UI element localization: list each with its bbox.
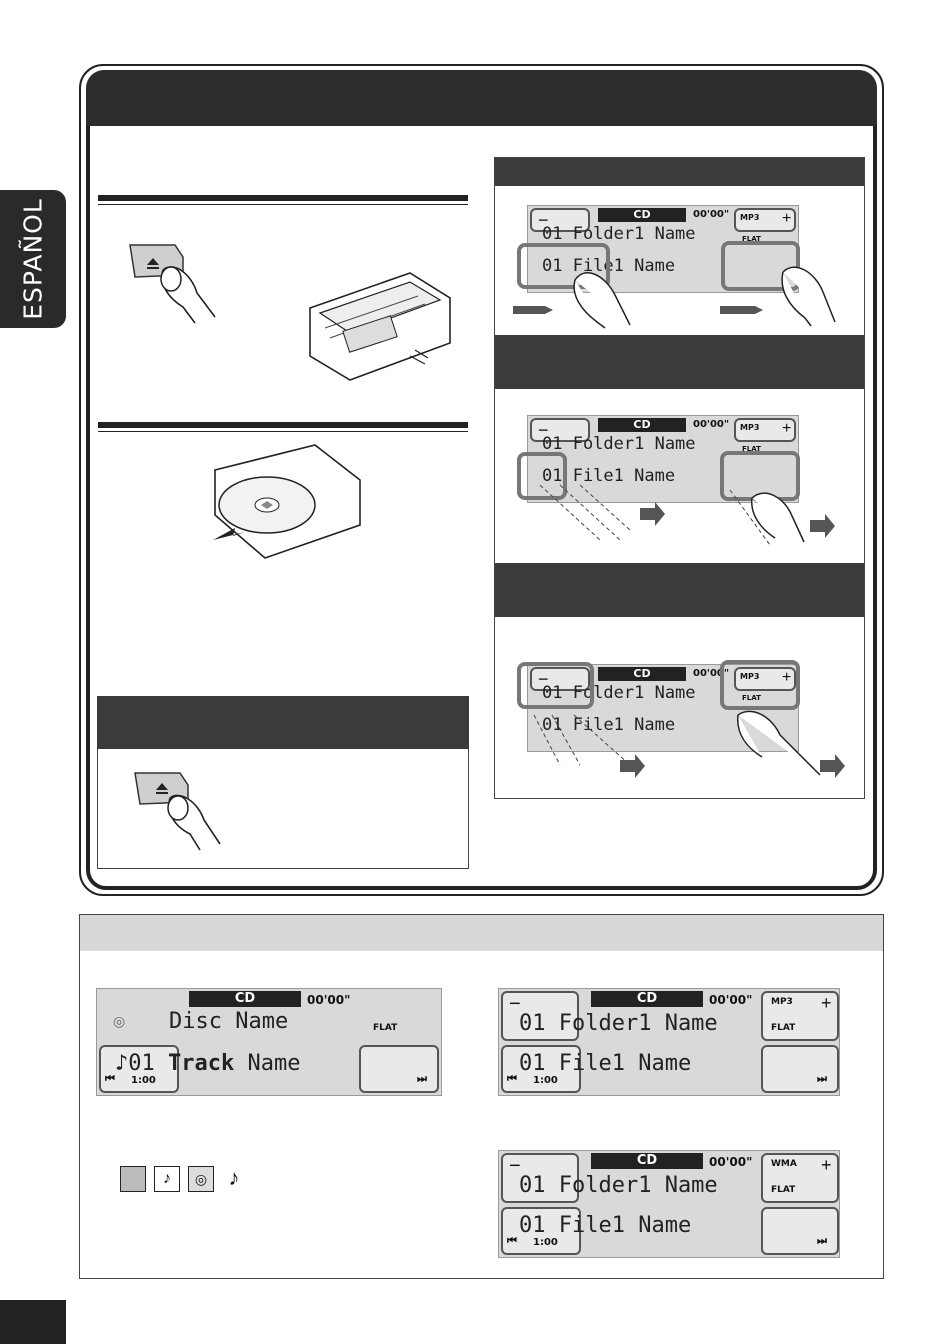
touch-gesture-b bbox=[520, 470, 850, 550]
wma-folder-line: 01 Folder1 Name bbox=[519, 1173, 718, 1198]
disc-icon-2: ◎ bbox=[188, 1166, 214, 1192]
plus-button-b[interactable]: MP3 + bbox=[734, 418, 796, 442]
language-tab bbox=[0, 190, 66, 328]
highlight-folder-minus bbox=[517, 662, 594, 709]
cd-time-display: 00'00" bbox=[307, 993, 351, 1007]
operation-header-2 bbox=[495, 335, 864, 389]
disc-icon: ◎ bbox=[113, 1013, 126, 1029]
cd-play-time: 1:00 bbox=[131, 1075, 156, 1086]
file-line-c: 01 File1 Name bbox=[542, 715, 676, 735]
wma-next-icon: ⏭ bbox=[817, 1235, 827, 1247]
source-tab-c: CD bbox=[598, 667, 686, 681]
display-info-header bbox=[80, 915, 883, 951]
wma-file-line: 01 File1 Name bbox=[519, 1213, 692, 1238]
source-tab-b: CD bbox=[598, 418, 686, 432]
lcd-wma-display bbox=[498, 1150, 840, 1258]
eject-press-illustration bbox=[125, 235, 225, 330]
cd-flat-label: FLAT bbox=[373, 1023, 398, 1033]
file-line: 01 File1 Name bbox=[542, 256, 676, 276]
lcd-cd-display bbox=[96, 988, 442, 1096]
wma-prev-icon: ⏮ bbox=[507, 1235, 517, 1247]
wma-flat-label: FLAT bbox=[771, 1185, 796, 1195]
time-display-c: 00'00" bbox=[693, 668, 730, 679]
plus-button-c[interactable]: MP3 + bbox=[734, 667, 796, 691]
format-label-c: MP3 bbox=[740, 672, 760, 681]
step-rule-1b bbox=[98, 204, 468, 205]
time-display-b: 00'00" bbox=[693, 419, 730, 430]
icon-legend bbox=[120, 1166, 246, 1192]
wma-format-label: WMA bbox=[771, 1159, 797, 1169]
eject-press-illustration-2 bbox=[130, 768, 230, 853]
format-label-b: MP3 bbox=[740, 423, 760, 432]
track-rest: Name bbox=[247, 1051, 301, 1076]
minus-button-c[interactable]: − bbox=[530, 667, 590, 691]
file-icon: ♪ bbox=[154, 1166, 180, 1192]
mp3-source-tab: CD bbox=[591, 991, 703, 1007]
mp3-flat-label: FLAT bbox=[771, 1023, 796, 1033]
flat-label-c: FLAT bbox=[742, 694, 761, 702]
folder-icon bbox=[120, 1166, 146, 1192]
wma-minus-button[interactable]: − bbox=[501, 1153, 579, 1203]
source-tab: CD bbox=[598, 208, 686, 222]
prev-track-icon: ⏮ bbox=[105, 1073, 115, 1085]
wma-plus-button[interactable]: WMA + bbox=[761, 1153, 839, 1203]
note-icon: ♪ bbox=[228, 1165, 240, 1190]
mp3-time-display: 00'00" bbox=[709, 993, 753, 1007]
step-rule-2 bbox=[98, 422, 468, 428]
wma-play-time: 1:00 bbox=[533, 1237, 558, 1248]
file-line-b: 01 File1 Name bbox=[542, 466, 676, 486]
mp3-minus-button[interactable]: − bbox=[501, 991, 579, 1041]
format-label: MP3 bbox=[740, 213, 760, 222]
next-track-icon: ⏭ bbox=[417, 1073, 427, 1085]
mp3-folder-line: 01 Folder1 Name bbox=[519, 1011, 718, 1036]
mp3-prev-icon: ⏮ bbox=[507, 1073, 517, 1085]
time-display: 00'00" bbox=[693, 209, 730, 220]
eject-box-header bbox=[97, 696, 469, 749]
minus-button[interactable]: − bbox=[530, 208, 590, 232]
disc-insert-illustration bbox=[205, 440, 370, 565]
folder-line-b: 01 Folder1 Name bbox=[542, 434, 696, 454]
plus-button[interactable]: MP3 + bbox=[734, 208, 796, 232]
track-word: Track bbox=[168, 1051, 235, 1076]
unit-open-illustration bbox=[300, 268, 460, 393]
highlight-folder-plus bbox=[720, 660, 800, 710]
track-line: ♪01 Track Name bbox=[115, 1051, 301, 1076]
track-num: 01 bbox=[128, 1051, 155, 1076]
folder-line-c: 01 Folder1 Name bbox=[542, 683, 696, 703]
mp3-next-button[interactable] bbox=[761, 1045, 839, 1093]
flat-label-b: FLAT bbox=[742, 445, 761, 453]
wma-time-display: 00'00" bbox=[709, 1155, 753, 1169]
mp3-next-icon: ⏭ bbox=[817, 1073, 827, 1085]
cd-next-button[interactable] bbox=[359, 1045, 439, 1093]
wma-next-button[interactable] bbox=[761, 1207, 839, 1255]
operation-header-1 bbox=[495, 158, 864, 186]
touch-gesture-c bbox=[520, 705, 860, 785]
wma-source-tab: CD bbox=[591, 1153, 703, 1169]
folder-line: 01 Folder1 Name bbox=[542, 224, 696, 244]
operation-header-3 bbox=[495, 563, 864, 617]
touch-gesture-a bbox=[505, 250, 855, 330]
lcd-mp3-display bbox=[498, 988, 840, 1096]
mp3-format-label: MP3 bbox=[771, 997, 793, 1007]
step-rule-2b bbox=[98, 431, 468, 432]
step-rule-1 bbox=[98, 195, 468, 201]
page-number-tab bbox=[0, 1300, 66, 1344]
mp3-file-line: 01 File1 Name bbox=[519, 1051, 692, 1076]
mp3-play-time: 1:00 bbox=[533, 1075, 558, 1086]
mp3-plus-button[interactable]: MP3 + bbox=[761, 991, 839, 1041]
minus-button-b[interactable]: − bbox=[530, 418, 590, 442]
language-label: ESPAÑOL bbox=[18, 198, 48, 320]
section-header-bar bbox=[86, 70, 877, 126]
flat-label: FLAT bbox=[742, 235, 761, 243]
disc-name: Disc Name bbox=[169, 1009, 289, 1034]
cd-source-tab: CD bbox=[189, 991, 301, 1007]
